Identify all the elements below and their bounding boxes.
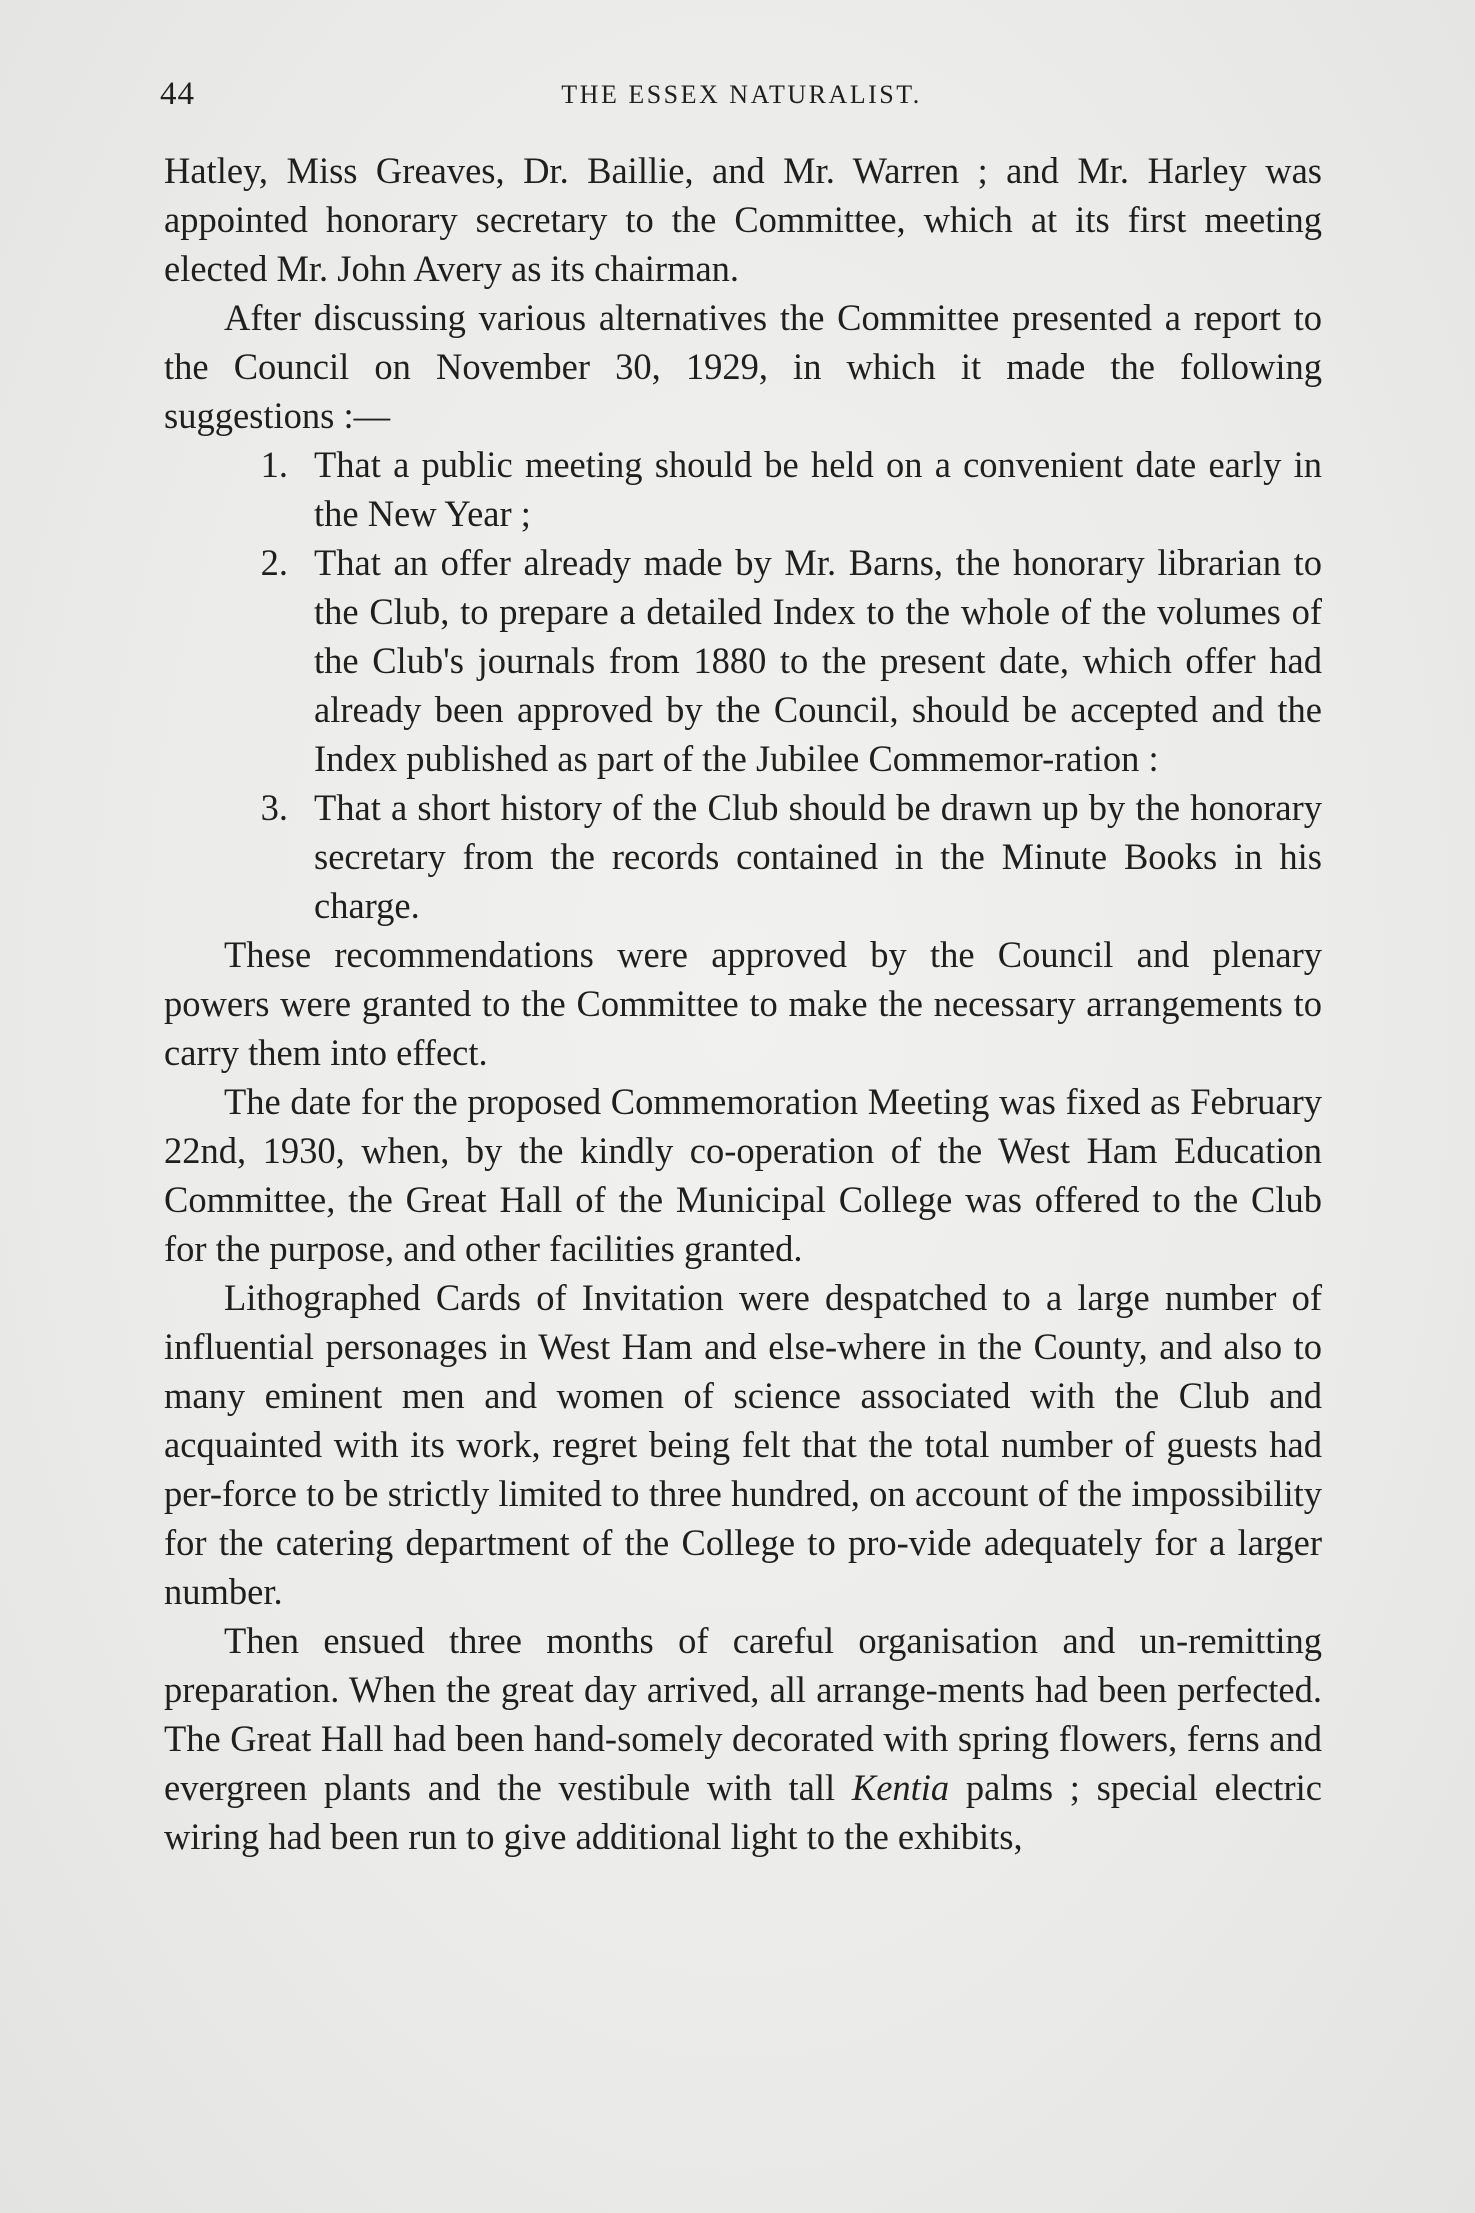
list-item-text: That a public meeting should be held on a convenient date early in the New Year ; xyxy=(314,444,1322,534)
list-item-text: That an offer already made by Mr. Barns, the honorary librarian to the Club, to prepare a detailed Index to the whole of the volumes of the Club's journals from 1880 to the present date, which offer had already been approved by the Council, should be accepted and the Index published as part of the Jubilee Commemor-ration : xyxy=(314,542,1322,779)
italic-plant-name: Kentia xyxy=(851,1767,950,1808)
list-item xyxy=(164,538,1322,783)
list-item-number: 2. xyxy=(260,542,288,583)
page-number: 44 xyxy=(160,76,195,112)
list-item xyxy=(164,783,1322,930)
paragraph-5: Lithographed Cards of Invitation were despatched to a large number of influential personages in West Ham and else-where in the County, and also to many eminent men and women of science associated with the Club and acquainted with its work, regret being felt that the total number of guests had per-force to be strictly limited to three hundred, on account of the impossibility for the catering department of the College to pro-vide adequately for a larger number. xyxy=(164,1277,1322,1612)
list-item-number: 3. xyxy=(260,787,288,828)
paragraph-2: After discussing various alternatives the Committee presented a report to the Council on November 30, 1929, in which it made the following suggestions :— xyxy=(164,297,1322,436)
list-item-number: 1. xyxy=(260,444,288,485)
paragraph-6-text-start: Then ensued three months of careful organisation and un-remitting preparation. When the great day arrived, all arrange-ments had been perfected. The Great Hall had been hand-somely decorated with spring flowers, ferns and evergreen plants and the vestibule with tall xyxy=(164,1620,1322,1808)
page-body xyxy=(164,146,1322,1861)
list-item xyxy=(164,440,1322,538)
paragraph-3: These recommendations were approved by the Council and plenary powers were granted to the Committee to make the necessary arrangements to carry them into effect. xyxy=(164,934,1322,1073)
paragraph-6-text-end: palms ; special electric wiring had been run to give additional light to the exhibits, xyxy=(164,1767,1322,1857)
list-item-text: That a short history of the Club should be drawn up by the honorary secretary from the records contained in the Minute Books in his charge. xyxy=(314,787,1322,926)
page-header xyxy=(160,76,1323,126)
running-head: THE ESSEX NATURALIST. xyxy=(561,80,922,109)
paragraph-6 xyxy=(164,1616,1322,1861)
suggestions-list xyxy=(164,440,1322,930)
paragraph-1: Hatley, Miss Greaves, Dr. Baillie, and Mr. Warren ; and Mr. Harley was appointed honorary secretary to the Committee, which at its first meeting elected Mr. John Avery as its chairman. xyxy=(164,150,1322,289)
paragraph-4: The date for the proposed Commemoration Meeting was fixed as February 22nd, 1930, when, by the kindly co-operation of the West Ham Education Committee, the Great Hall of the Municipal College was offered to the Club for the purpose, and other facilities granted. xyxy=(164,1081,1322,1269)
